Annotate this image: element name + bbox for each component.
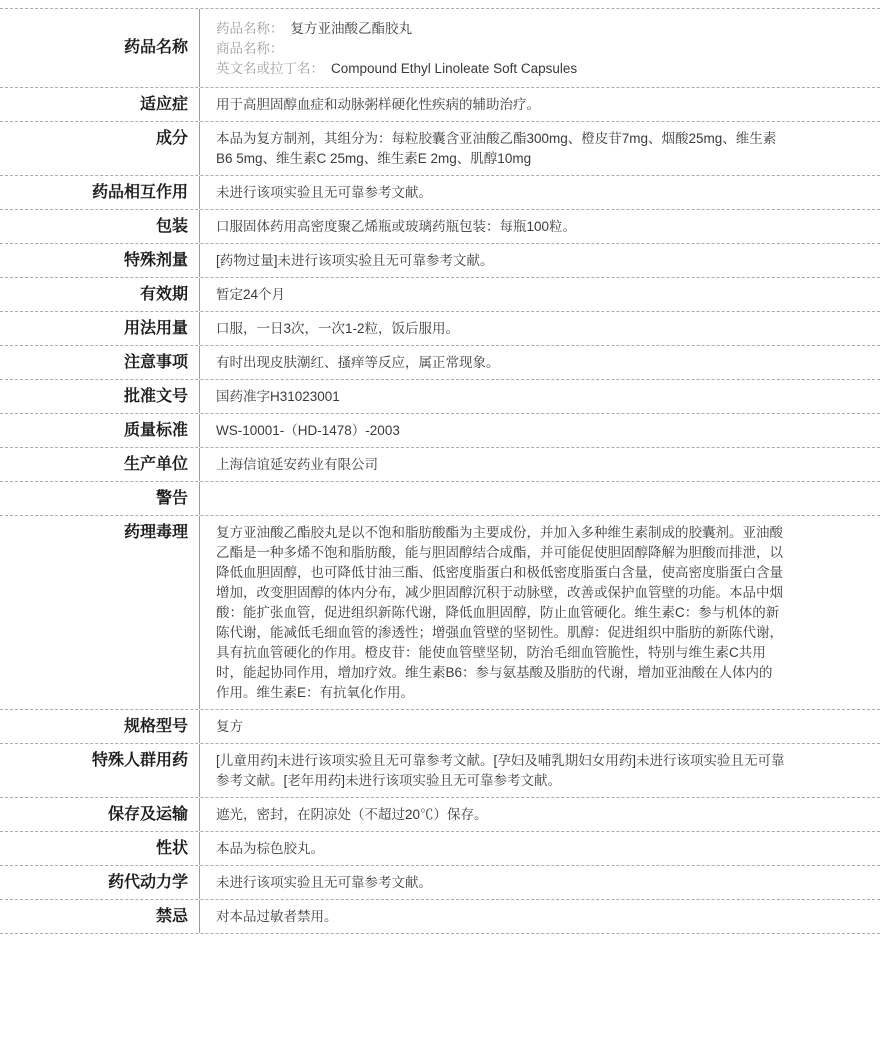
row-label: 特殊剂量 [0, 244, 200, 277]
name-subline [216, 19, 785, 39]
row-label: 特殊人群用药 [0, 744, 200, 797]
subline-key: 商品名称： [216, 41, 284, 56]
row-value: 未进行该项实验且无可靠参考文献。 [216, 185, 432, 200]
row-value: 对本品过敏者禁用。 [216, 909, 338, 924]
row-label: 性状 [0, 832, 200, 865]
row-label: 药代动力学 [0, 866, 200, 899]
subline-text: 复方亚油酸乙酯胶丸 [290, 21, 412, 36]
table-row [0, 312, 880, 346]
row-label: 警告 [0, 482, 200, 515]
row-value: 本品为复方制剂，其组分为：每粒胶囊含亚油酸乙酯300mg、橙皮苷7mg、烟酸25mg、维生素B6 5mg、维生素C 25mg、维生素E 2mg、肌醇10mg [216, 131, 777, 166]
row-label: 用法用量 [0, 312, 200, 345]
table-row [0, 744, 880, 798]
drug-info-table [0, 8, 880, 934]
table-row [0, 346, 880, 380]
row-label: 规格型号 [0, 710, 200, 743]
table-row [0, 9, 880, 88]
table-row [0, 244, 880, 278]
table-row [0, 278, 880, 312]
row-value: 复方亚油酸乙酯胶丸是以不饱和脂肪酸酯为主要成份，并加入多种维生素制成的胶囊剂。亚油酸乙酯是一种多烯不饱和脂肪酸，能与胆固醇结合成酯，并可能促使胆固醇降解为胆酸而排泄，以降低血胆固醇，也可降低甘油三酯、低密度脂蛋白和极低密度脂蛋白含量，使高密度脂蛋白含量增加，改变胆固醇的体内分布，减少胆固醇沉积于动脉壁，改善或保护血管壁的功能。本品中烟酸：能扩张血管，促进组织新陈代谢，降低血胆固醇，防止血管硬化。维生素C：参与机体的新陈代谢，能减低毛细血管的渗透性；增强血管壁的坚韧性。肌醇：促进组织中脂肪的新陈代谢，具有抗血管硬化的作用。橙皮苷：能使血管壁坚韧，防治毛细血管脆性，特别与维生素C共用时，能起协同作用，增加疗效。维生素B6：参与氨基酸及脂肪的代谢，增加亚油酸在人体内的作用。维生素E：有抗氧化作用。 [216, 525, 783, 700]
row-value: [药物过量]未进行该项实验且无可靠参考文献。 [216, 253, 494, 268]
table-row [0, 866, 880, 900]
table-row [0, 798, 880, 832]
row-value [200, 482, 880, 515]
subline-key: 英文名或拉丁名： [216, 61, 324, 76]
row-value: 本品为棕色胶丸。 [216, 841, 324, 856]
row-value: 复方 [216, 719, 243, 734]
row-label: 批准文号 [0, 380, 200, 413]
table-row [0, 516, 880, 710]
table-row [0, 176, 880, 210]
table-row [0, 414, 880, 448]
table-row [0, 448, 880, 482]
table-row [0, 210, 880, 244]
row-value: 国药准字H31023001 [216, 389, 340, 404]
row-label: 禁忌 [0, 900, 200, 933]
name-subline [216, 39, 785, 59]
subline-key: 药品名称： [216, 21, 284, 36]
row-value: 用于高胆固醇血症和动脉粥样硬化性疾病的辅助治疗。 [216, 97, 540, 112]
row-label: 药理毒理 [0, 516, 200, 709]
row-value: 有时出现皮肤潮红、搔痒等反应，属正常现象。 [216, 355, 500, 370]
table-row [0, 832, 880, 866]
table-row [0, 88, 880, 122]
name-subline [216, 59, 785, 79]
row-value: [儿童用药]未进行该项实验且无可靠参考文献。[孕妇及哺乳期妇女用药]未进行该项实验且无可靠参考文献。[老年用药]未进行该项实验且无可靠参考文献。 [216, 753, 785, 788]
table-row [0, 900, 880, 934]
table-row [0, 380, 880, 414]
table-row [0, 482, 880, 516]
row-label: 生产单位 [0, 448, 200, 481]
row-value: 暂定24个月 [216, 287, 286, 302]
row-value [200, 9, 880, 87]
row-label: 包装 [0, 210, 200, 243]
row-value: 遮光，密封，在阴凉处（不超过20℃）保存。 [216, 807, 488, 822]
table-row [0, 710, 880, 744]
table-row [0, 122, 880, 176]
row-label: 注意事项 [0, 346, 200, 379]
row-label: 药品相互作用 [0, 176, 200, 209]
row-label: 成分 [0, 122, 200, 175]
row-label: 药品名称 [0, 9, 200, 87]
row-label: 保存及运输 [0, 798, 200, 831]
row-label: 有效期 [0, 278, 200, 311]
row-value: 口服，一日3次，一次1-2粒，饭后服用。 [216, 321, 460, 336]
row-label: 质量标准 [0, 414, 200, 447]
subline-text: Compound Ethyl Linoleate Soft Capsules [331, 61, 578, 76]
row-value: 未进行该项实验且无可靠参考文献。 [216, 875, 432, 890]
row-value: 上海信谊延安药业有限公司 [216, 457, 378, 472]
row-value: WS-10001-（HD-1478）-2003 [216, 423, 400, 438]
row-value: 口服固体药用高密度聚乙烯瓶或玻璃药瓶包装：每瓶100粒。 [216, 219, 577, 234]
row-label: 适应症 [0, 88, 200, 121]
